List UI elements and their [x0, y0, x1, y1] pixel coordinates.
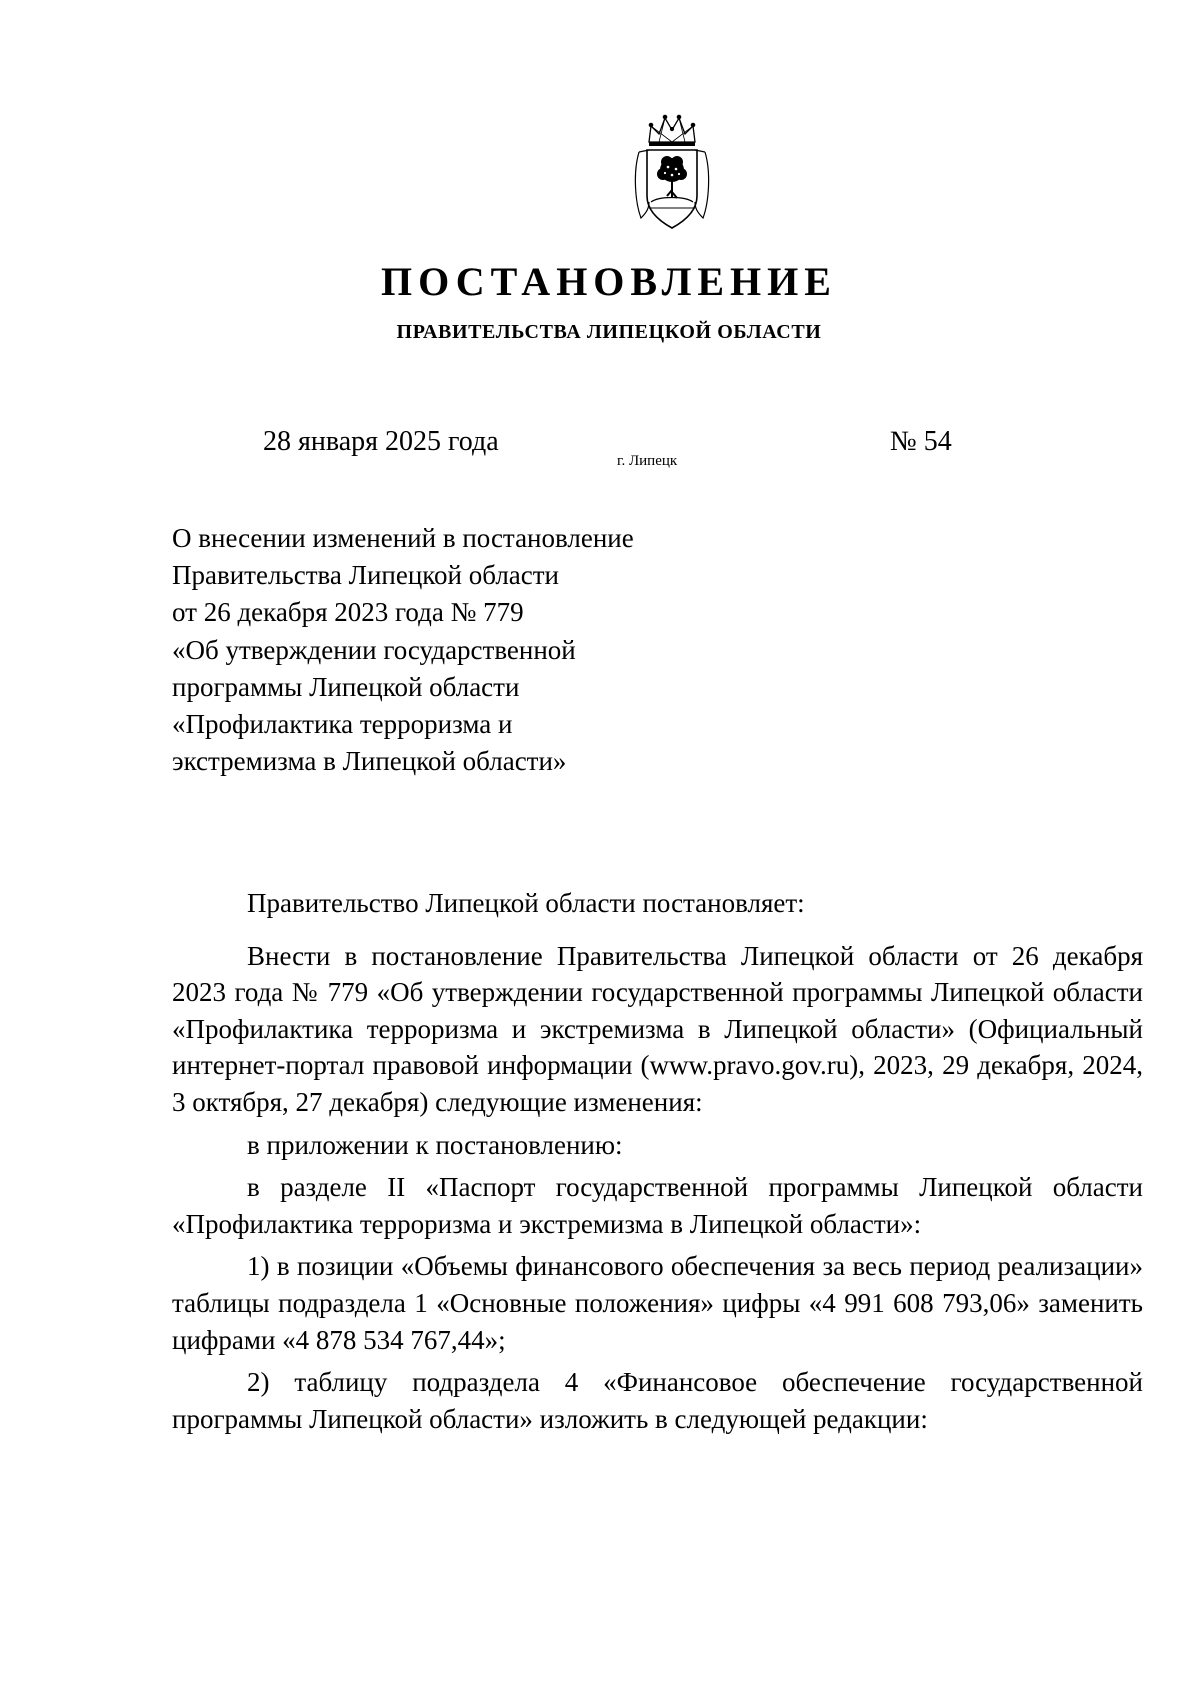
- subject-line: О внесении изменений в постановление: [172, 523, 634, 553]
- subject-line: Правительства Липецкой области: [172, 560, 560, 591]
- subject-line: «Профилактика терроризма и: [172, 709, 513, 740]
- body-paragraph: Внести в постановление Правительства Липецкой области от 26 декабря 2023 года № 779 «Об утверждении государственной программы Липецкой области «Профилактика терроризма и экстремизма в Липецкой области» (Официальный интернет-портал правовой информации (www.pravo.gov.ru), 2023, 29 декабря, 2024, 3 октября, 27 декабря) следующие изменения:: [172, 940, 1143, 1117]
- subject-line: экстремизма в Липецкой области»: [172, 746, 567, 777]
- subject-line: «Об утверждении государственной: [172, 634, 576, 665]
- body-paragraph: в приложении к постановлению:: [247, 1129, 623, 1160]
- document-number: № 54: [890, 426, 952, 457]
- subject-line: программы Липецкой области: [172, 671, 520, 702]
- document-body: [172, 885, 1143, 1443]
- body-paragraph: в разделе II «Паспорт государственной программы Липецкой области «Профилактика терроризма и экстремизма в Липецкой области»:: [172, 1172, 1143, 1239]
- document-date: 28 января 2025 года: [263, 426, 499, 457]
- document-title: ПОСТАНОВЛЕНИЕ: [381, 259, 837, 304]
- body-paragraph: Правительство Липецкой области постановляет:: [247, 888, 805, 918]
- document-place: г. Липецк: [617, 453, 678, 469]
- issuing-authority: ПРАВИТЕЛЬСТВА ЛИПЕЦКОЙ ОБЛАСТИ: [396, 321, 822, 343]
- body-paragraph: 1) в позиции «Объемы финансового обеспечения за весь период реализации» таблицы подраздела 1 «Основные положения» цифры «4 991 608 793,06» заменить цифрами «4 878 534 767,44»;: [172, 1251, 1143, 1355]
- body-paragraph: 2) таблицу подраздела 4 «Финансовое обеспечение государственной программы Липецкой области» изложить в следующей редакции:: [172, 1367, 1143, 1434]
- coat-of-arms-icon: [627, 112, 717, 232]
- document-subject: [172, 520, 732, 780]
- subject-line: от 26 декабря 2023 года № 779: [172, 597, 524, 628]
